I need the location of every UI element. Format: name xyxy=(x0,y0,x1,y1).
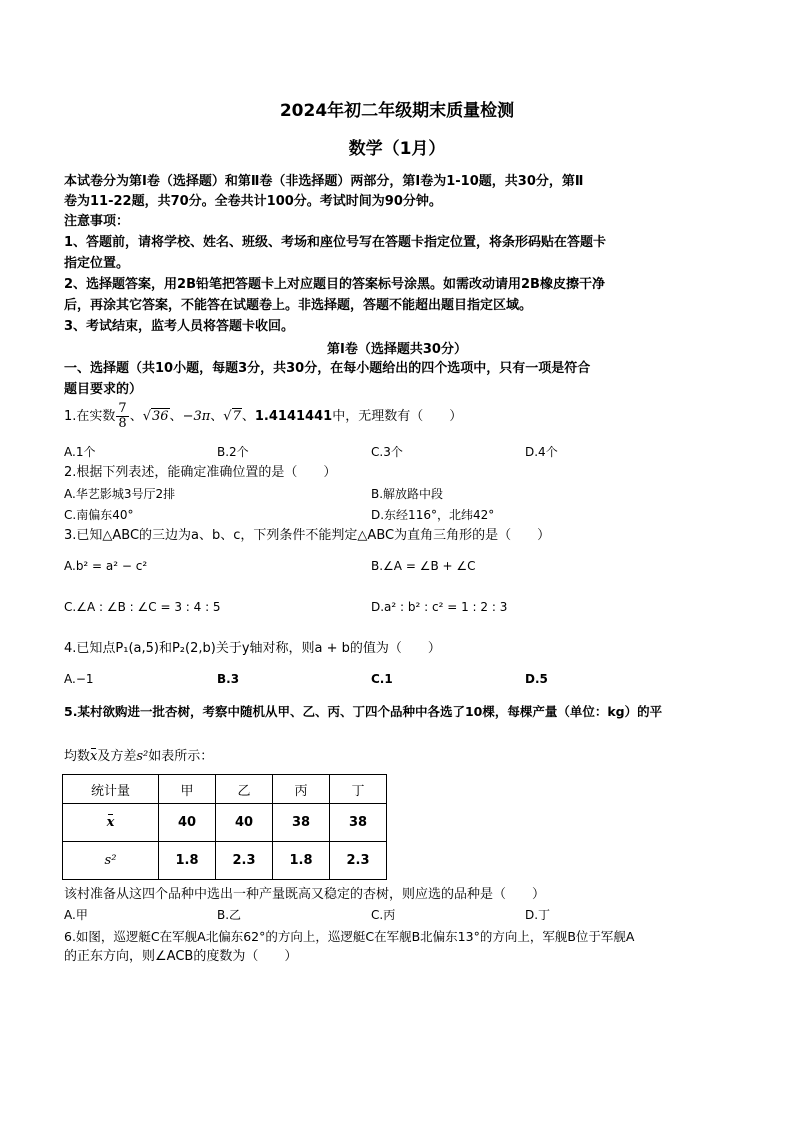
table-header-cell: 乙 xyxy=(216,775,273,804)
note-3: 3、考试结束，监考人员将答题卡收回。 xyxy=(64,319,295,334)
q1-suffix: 中，无理数有（ ） xyxy=(332,409,463,424)
q5-xbar: x xyxy=(90,749,98,764)
q1-sep-1: 、 xyxy=(129,409,143,424)
table-cell: 40 xyxy=(159,804,216,842)
table-header-row xyxy=(63,775,387,804)
table-header-cell: 甲 xyxy=(159,775,216,804)
note-1b: 指定位置。 xyxy=(64,256,130,271)
exam-title: 2024年初二年级期末质量检测 xyxy=(279,101,515,121)
q4-option-b: B.3 xyxy=(217,672,240,686)
q1-fraction xyxy=(116,402,128,431)
q5-stem-b: 均数x及方差s²如表所示： xyxy=(64,749,214,764)
q1-frac-den: 8 xyxy=(118,416,127,431)
q3-option-c: C.∠A : ∠B : ∠C = 3 : 4 : 5 xyxy=(64,600,221,614)
q1-term-3: −3π xyxy=(182,409,211,424)
table-cell: 1.8 xyxy=(273,842,330,880)
q3-option-b: B.∠A = ∠B + ∠C xyxy=(371,559,476,573)
table-header-cell: 丁 xyxy=(330,775,387,804)
q5-stem-a: 5.某村欲购进一批杏树，考察中随机从甲、乙、丙、丁四个品种中各选了10棵，每棵产量（单位：kg）的平 xyxy=(64,704,663,719)
table-cell: 38 xyxy=(330,804,387,842)
q6-stem-line-1: 6.如图，巡逻艇C在军舰A北偏东62°的方向上，巡逻艇C在军舰B北偏东13°的方向上，军舰B位于军舰A xyxy=(64,929,635,944)
exam-subtitle: 数学（1月） xyxy=(348,139,446,159)
q4-option-c: C.1 xyxy=(371,672,393,686)
q2-option-a: A.华艺影城3号厅2排 xyxy=(64,487,176,501)
table-cell: 1.8 xyxy=(159,842,216,880)
section-1-intro-b: 题目要求的） xyxy=(64,382,143,397)
q1-option-c: C.3个 xyxy=(371,445,403,459)
section-1-heading: 第Ⅰ卷（选择题共30分） xyxy=(327,342,467,357)
q1-sep-4: 、 xyxy=(241,409,255,424)
q1-option-b: B.2个 xyxy=(217,445,249,459)
q2-stem: 2.根据下列表述，能确定准确位置的是（ ） xyxy=(64,465,337,480)
section-1-intro-a: 一、选择题（共10小题，每题3分，共30分，在每小题给出的四个选项中，只有一项是符合 xyxy=(64,361,591,376)
notes-heading: 注意事项： xyxy=(64,214,130,229)
table-row-label: s² xyxy=(63,842,159,880)
q1-term-5: 1.4141441 xyxy=(254,409,333,424)
q3-option-a: A.b² = a² − c² xyxy=(64,559,148,573)
q4-option-a: A.−1 xyxy=(64,672,94,686)
q2-option-b: B.解放路中段 xyxy=(371,487,444,501)
q1-sqrt-36: √36 xyxy=(142,409,169,424)
table-row-label: x xyxy=(63,804,159,842)
q4-option-d: D.5 xyxy=(525,672,548,686)
q1-sep-2: 、 xyxy=(169,409,183,424)
q5-option-a: A.甲 xyxy=(64,908,88,922)
table-cell: 38 xyxy=(273,804,330,842)
q1-frac-num: 7 xyxy=(118,401,127,416)
q1-option-d: D.4个 xyxy=(525,445,558,459)
table-cell: 2.3 xyxy=(216,842,273,880)
q3-stem: 3.已知△ABC的三边为a、b、c，下列条件不能判定△ABC为直角三角形的是（ ） xyxy=(64,528,551,543)
intro-line-1: 本试卷分为第Ⅰ卷（选择题）和第Ⅱ卷（非选择题）两部分，第Ⅰ卷为1-10题，共30分，第Ⅱ xyxy=(64,174,584,189)
q1-sep-3: 、 xyxy=(210,409,224,424)
q1-option-a: A.1个 xyxy=(64,445,96,459)
q1-prefix: 1.在实数 xyxy=(64,409,116,424)
table-header-cell: 丙 xyxy=(273,775,330,804)
q2-option-d: D.东经116°，北纬42° xyxy=(371,508,495,522)
q1-stem xyxy=(64,402,462,431)
note-2b: 后，再涂其它答案，不能答在试题卷上。非选择题，答题不能超出题目指定区域。 xyxy=(64,298,533,313)
table-cell: 2.3 xyxy=(330,842,387,880)
q2-option-c: C.南偏东40° xyxy=(64,508,134,522)
q3-option-d: D.a² : b² : c² = 1 : 2 : 3 xyxy=(371,600,508,614)
table-header-cell: 统计量 xyxy=(63,775,159,804)
table-row-mean xyxy=(63,804,387,842)
table-row-variance xyxy=(63,842,387,880)
note-1a: 1、答题前，请将学校、姓名、班级、考场和座位号写在答题卡指定位置，将条形码贴在答题卡 xyxy=(64,235,607,250)
q5-option-d: D.丁 xyxy=(525,908,551,922)
q4-stem: 4.已知点P₁(a,5)和P₂(2,b)关于y轴对称，则a + b的值为（ ） xyxy=(64,641,441,656)
q5-stats-table xyxy=(62,774,387,880)
q5-question: 该村准备从这四个品种中选出一种产量既高又稳定的杏树，则应选的品种是（ ） xyxy=(64,887,546,902)
q5-s-squared: s² xyxy=(136,749,149,764)
table-cell: 40 xyxy=(216,804,273,842)
q6-stem-line-2: 的正东方向，则∠ACB的度数为（ ） xyxy=(64,949,298,964)
note-2a: 2、选择题答案，用2B铅笔把答题卡上对应题目的答案标号涂黑。如需改动请用2B橡皮擦干净 xyxy=(64,277,605,292)
q5-option-c: C.丙 xyxy=(371,908,396,922)
q5-option-b: B.乙 xyxy=(217,908,242,922)
intro-line-2: 卷为11-22题，共70分。全卷共计100分。考试时间为90分钟。 xyxy=(64,194,442,209)
q1-sqrt-7: √7 xyxy=(223,409,241,424)
